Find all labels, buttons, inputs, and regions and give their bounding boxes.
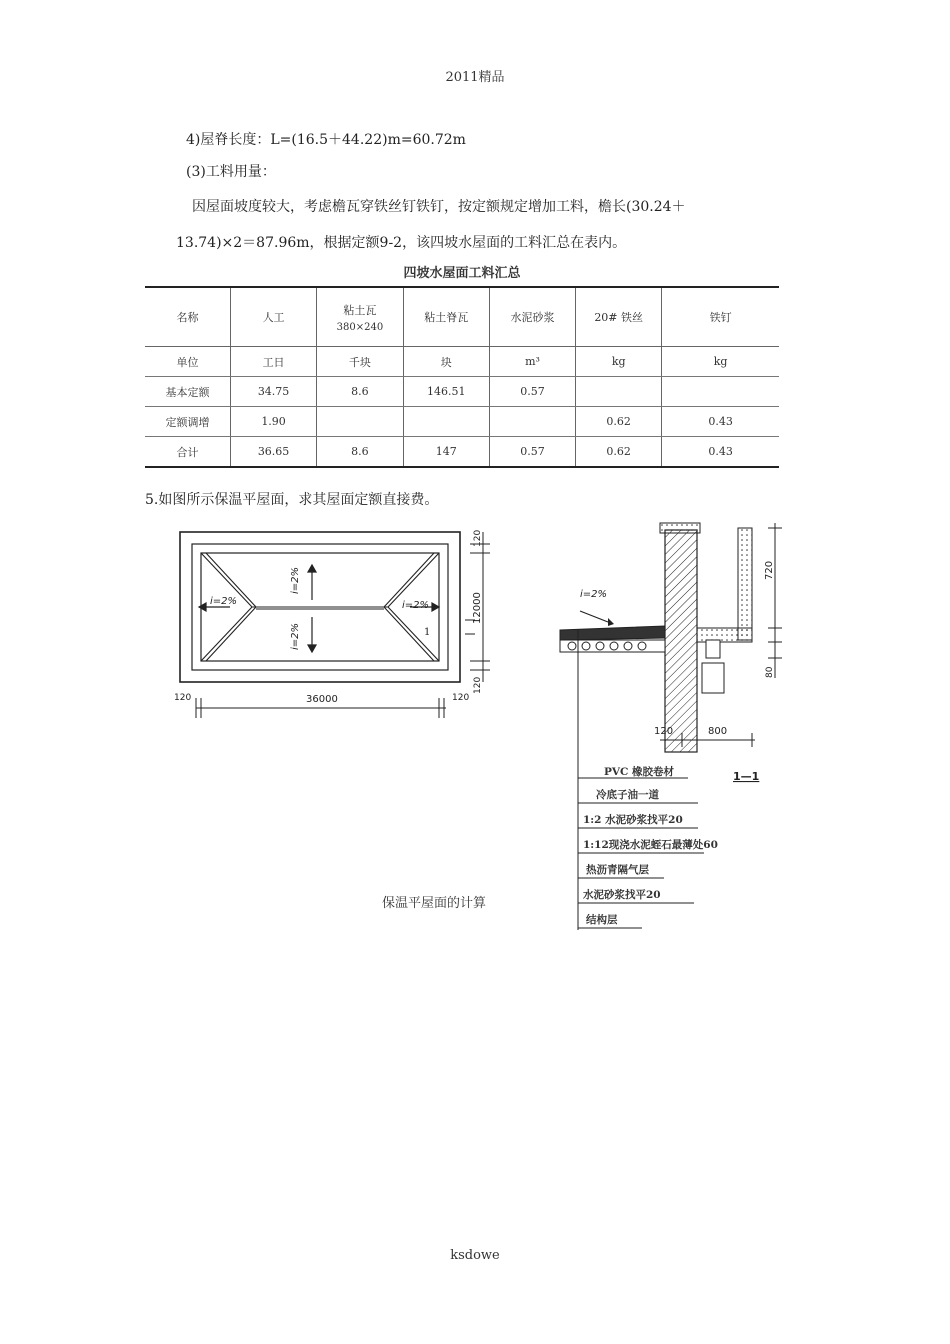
table-cell: 0.57 (489, 437, 575, 468)
section-1-1-figure (540, 518, 810, 788)
plan-dim-edge-left: 120 (174, 693, 192, 703)
section-dim-120: 120 (654, 726, 674, 737)
gutter-box (706, 640, 720, 658)
table-cell: 定额调增 (145, 407, 230, 437)
plan-dim-top: 120 (473, 529, 483, 547)
table-row (145, 347, 779, 377)
plan-dim-bottom: 120 (473, 676, 483, 694)
header-cell-clay-tile (317, 287, 403, 347)
section-slope-arrowhead (608, 618, 614, 626)
table-cell: 1.90 (230, 407, 316, 437)
figure-caption: 保温平屋面的计算 (382, 896, 487, 911)
downpipe-block (702, 663, 724, 693)
material-summary-table (145, 286, 779, 468)
roof-insulation-layers (560, 626, 665, 640)
section-dim-800: 800 (708, 726, 728, 737)
eave-slab (697, 628, 752, 642)
table-cell: 36.65 (230, 437, 316, 468)
section-dim-80: 80 (765, 666, 775, 678)
labor-material-heading: (3)工料用量： (186, 164, 276, 180)
section-dim-720: 720 (764, 560, 775, 580)
table-header-row (145, 287, 779, 347)
page-header: 2011精品 (445, 70, 505, 85)
table-cell: 合计 (145, 437, 230, 468)
table-cell: m³ (489, 347, 575, 377)
layer-screed-20: 水泥砂浆找平20 (583, 889, 661, 901)
table-cell: 0.57 (489, 377, 575, 407)
table-cell: 8.6 (317, 437, 403, 468)
header-sub-size: 380×240 (336, 321, 384, 333)
layer-structure: 结构层 (586, 914, 618, 926)
header-cell: 粘土瓦 (343, 303, 377, 317)
section-slope-arrow (580, 611, 608, 622)
header-cell: 人工 (230, 287, 316, 347)
plan-slope-left: i=2% (210, 596, 238, 607)
table-cell: 千块 (317, 347, 403, 377)
layer-cold-primer: 冷底子油一道 (596, 789, 659, 801)
header-cell: 水泥砂浆 (489, 287, 575, 347)
ridge-length-line: 4)屋脊长度：L=(16.5＋44.22)m=60.72m (186, 132, 466, 148)
question-5: 5.如图所示保温平屋面，求其屋面定额直接费。 (145, 492, 439, 508)
table-row (145, 437, 779, 468)
header-cell: 名称 (145, 287, 230, 347)
section-slope-label: i=2% (580, 589, 608, 600)
parapet-wall (665, 530, 697, 752)
layer-screed-1-2: 1:2 水泥砂浆找平20 (583, 814, 683, 826)
table-title: 四坡水屋面工料汇总 (403, 266, 521, 281)
table-cell (317, 407, 403, 437)
table-cell: kg (576, 347, 662, 377)
table-cell: 0.62 (576, 437, 662, 468)
table-row (145, 377, 779, 407)
section-vertical-dimensions (768, 523, 782, 678)
roof-plan-figure (170, 522, 510, 722)
table-cell (662, 377, 779, 407)
section-title: 1—1 (733, 770, 760, 783)
table-cell: 0.43 (662, 437, 779, 468)
table-cell: 34.75 (230, 377, 316, 407)
table-cell: 8.6 (317, 377, 403, 407)
header-cell: 粘土脊瓦 (403, 287, 489, 347)
plan-slope-top: i=2% (290, 566, 301, 594)
plan-slope-right: i=2% (402, 600, 430, 611)
layer-vapor-barrier: 热沥青隔气层 (586, 864, 649, 876)
eave-wall (738, 528, 752, 640)
paragraph-line-2: 13.74)×2＝87.96m，根据定额9-2，该四坡水屋面的工料汇总在表内。 (176, 235, 627, 251)
table-cell: 0.62 (576, 407, 662, 437)
table-cell: kg (662, 347, 779, 377)
parapet-coping (660, 523, 700, 533)
table-cell: 147 (403, 437, 489, 468)
header-cell: 20# 铁丝 (576, 287, 662, 347)
table-cell (576, 377, 662, 407)
paragraph-line-1: 因屋面坡度较大，考虑檐瓦穿铁丝钉铁钉，按定额规定增加工料，檐长(30.24＋ (192, 199, 686, 215)
table-row (145, 407, 779, 437)
table-cell (403, 407, 489, 437)
header-cell: 铁钉 (662, 287, 779, 347)
table-cell: 0.43 (662, 407, 779, 437)
layer-vermiculite-insulation: 1:12现浇水泥蛭石最薄处60 (583, 839, 718, 851)
table-cell (489, 407, 575, 437)
table-cell: 146.51 (403, 377, 489, 407)
table-cell: 基本定额 (145, 377, 230, 407)
table-cell: 工日 (230, 347, 316, 377)
layer-pvc-membrane: PVC 橡胶卷材 (604, 766, 675, 778)
page-footer: ksdowe (450, 1248, 500, 1263)
table-cell: 块 (403, 347, 489, 377)
table-cell: 单位 (145, 347, 230, 377)
plan-dim-edge-right: 120 (452, 693, 470, 703)
plan-slope-bottom: i=2% (290, 622, 301, 650)
plan-section-mark: 1 (424, 627, 431, 638)
plan-dim-width: 36000 (306, 694, 338, 705)
plan-dim-height: 12000 (472, 592, 483, 624)
